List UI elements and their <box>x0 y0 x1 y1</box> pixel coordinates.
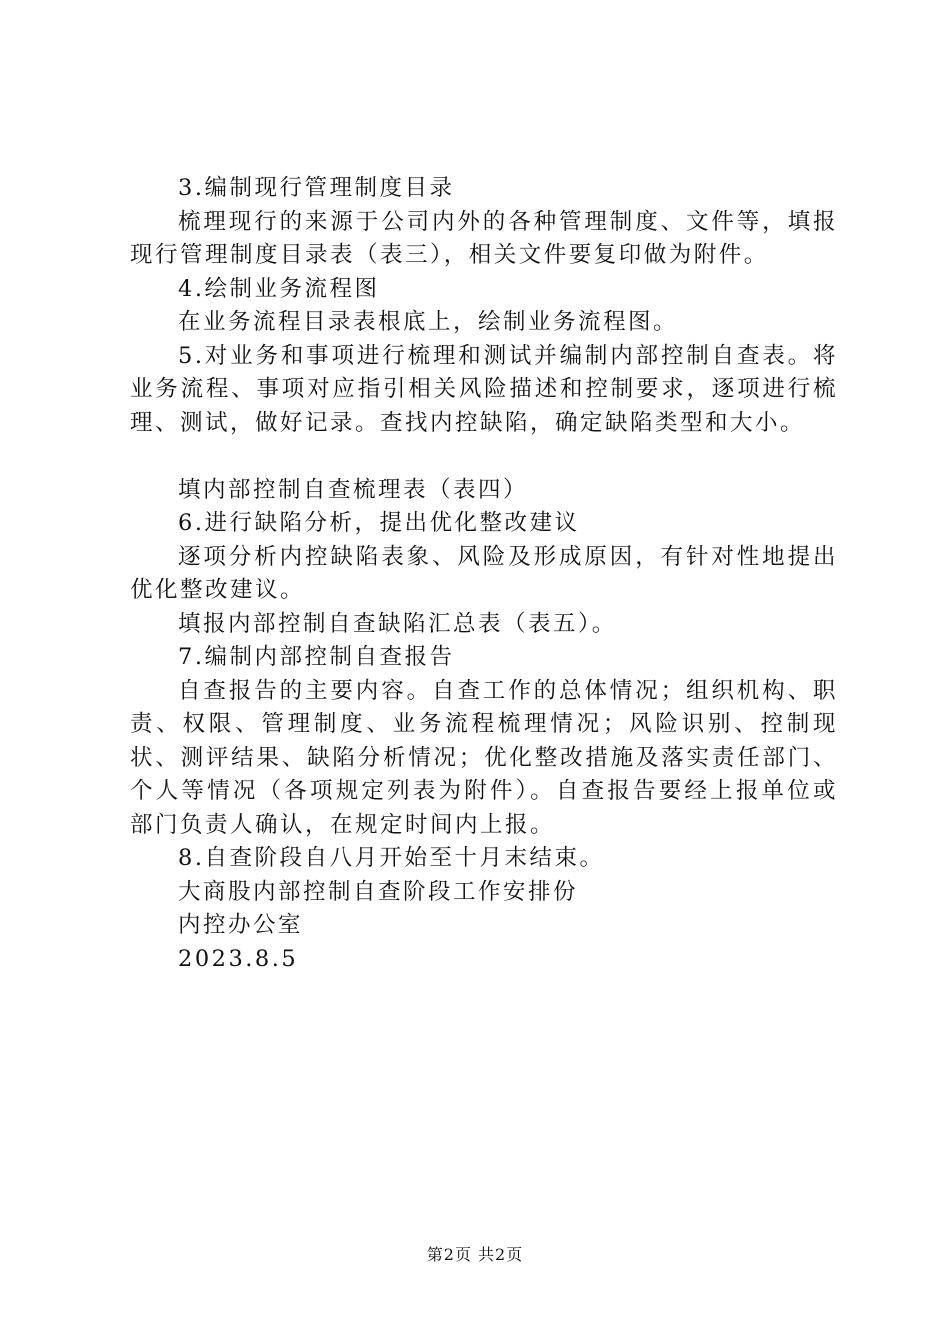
heading-item-4: 4.绘制业务流程图 <box>178 275 380 302</box>
heading-item-6: 6.进行缺陷分析，提出优化整改建议 <box>178 510 580 536</box>
paragraph-item-6-detail: 逐项分析内控缺陷表象、风险及形成原因，有针对性地提出优化整改建议。 <box>130 543 838 603</box>
paragraph-item-4-detail: 在业务流程目录表根底上，绘制业务流程图。 <box>178 309 679 335</box>
paragraph-item-7-detail: 自查报告的主要内容。自查工作的总体情况；组织机构、职责、权限、管理制度、业务流程梳理情况；风险识别、控制现状、测评结果、缺陷分析情况；优化整改措施及落实责任部门、个人等情况（各项规定列表为附件）。自查报告要经上报单位或部门负责人确认，在规定时间内上报。 <box>130 677 838 838</box>
paragraph-item-5: 5.对业务和事项进行梳理和测试并编制内部控制自查表。将业务流程、事项对应指引相关风险描述和控制要求，逐项进行梳理、测试，做好记录。查找内控缺陷，确定缺陷类型和大小。 <box>130 342 838 436</box>
issuer-office: 内控办公室 <box>178 912 304 938</box>
issue-date: 2023.8.5 <box>178 945 299 972</box>
document-title-line: 大商股内部控制自查阶段工作安排份 <box>178 878 579 905</box>
paragraph-item-3-detail: 梳理现行的来源于公司内外的各种管理制度、文件等，填报现行管理制度目录表（表三），相关文件要复印做为附件。 <box>130 208 838 268</box>
heading-item-7: 7.编制内部控制自查报告 <box>178 644 455 670</box>
paragraph-form-5: 填报内部控制自查缺陷汇总表（表五）。 <box>178 610 617 637</box>
heading-item-3: 3.编制现行管理制度目录 <box>178 175 455 201</box>
document-body <box>130 172 838 976</box>
page-number-footer: 第2页 共2页 <box>426 1245 524 1264</box>
heading-item-8: 8.自查阶段自八月开始至十月末结束。 <box>178 845 605 871</box>
paragraph-form-4: 填内部控制自查梳理表（表四） <box>178 476 529 503</box>
